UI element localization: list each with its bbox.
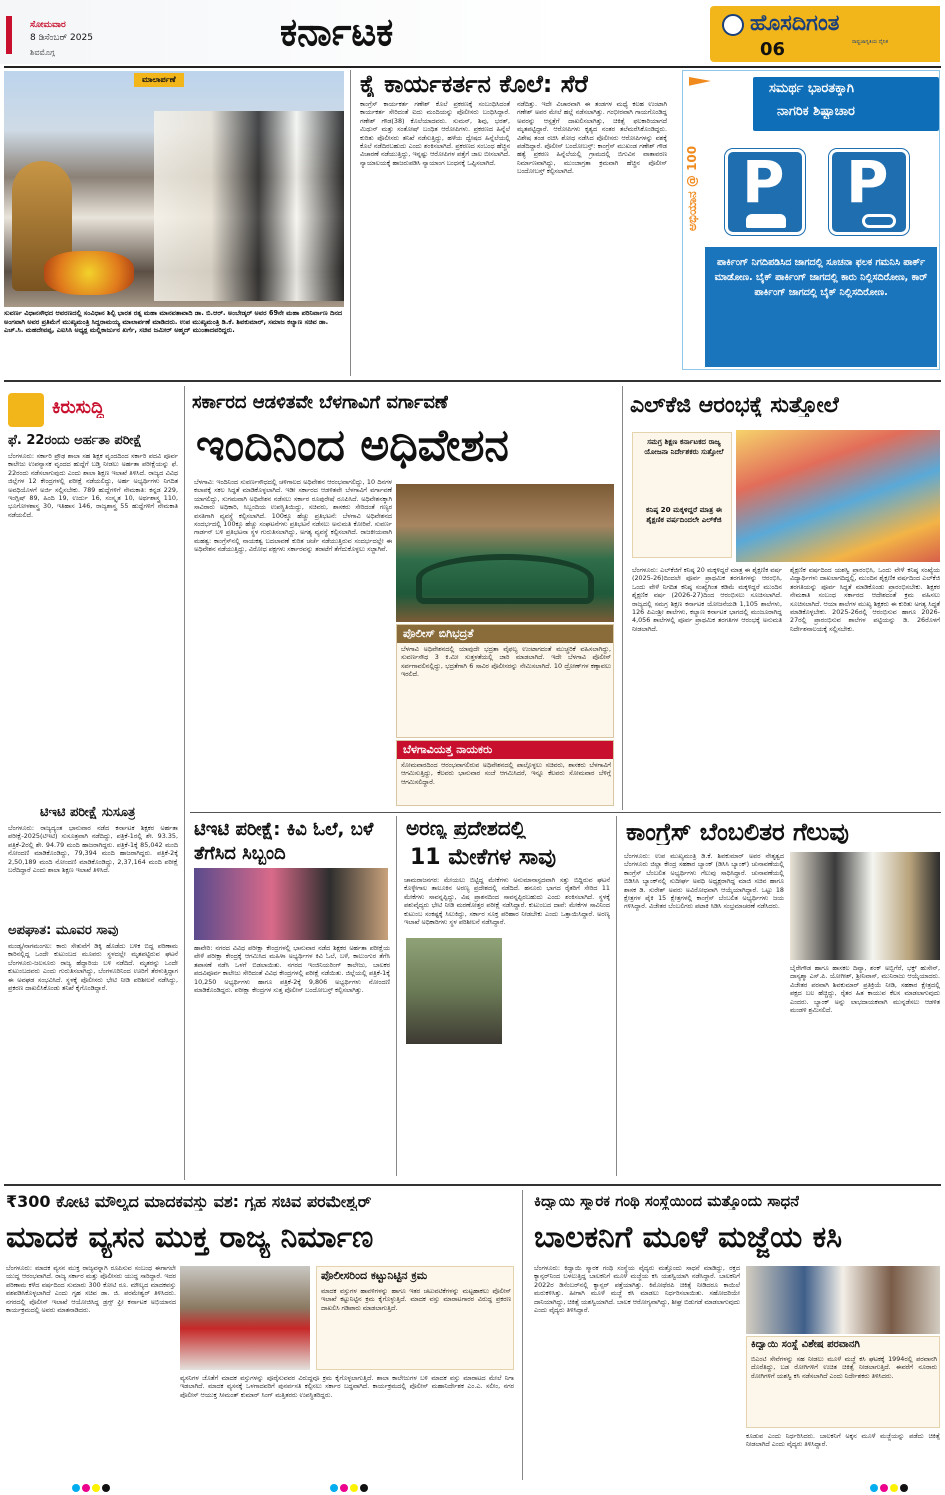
brand-tagline: ರಾಷ್ಟ್ರಜಾಗೃತಿಯ ದೈನಿಕ <box>852 39 888 45</box>
ad-side-text: ಅಭಿಯಾನ @ 100 <box>685 145 699 231</box>
leaders-box <box>396 740 614 806</box>
kidwai-headline: ಬಾಲಕನಿಗೆ ಮೂಳೆ ಮಜ್ಜೆಯ ಕಸಿ <box>534 1220 843 1255</box>
parking-ad <box>682 70 940 370</box>
kidwai-photo <box>746 1266 940 1334</box>
leaders-box-text: ಸೋಮವಾರದಿಂದ ಆರಂಭವಾಗಲಿರುವ ಅಧಿವೇಶನದಲ್ಲಿ ಪಾಲ್ಗೊಳ್ಳಲು ಸಚಿವರು, ಶಾಸಕರು ಬೆಳಗಾವಿಗೆ ಆಗಮಿಸುತ್ತಿದ್ದು, ಕೆಲವರು ಭಾನುವಾರ ಸಂಜೆ ಆಗಮಿಸಿದರೆ, ಇನ್ನೂ ಕೆಲವರು ಸೋಮವಾರ ಬೆಳಿಗ್ಗೆ ಆಗಮಿಸಲಿದ್ದಾರೆ. <box>401 761 611 786</box>
dignitaries-group <box>154 111 344 301</box>
ad-title-2: ನಾಗರಿಕ ಶಿಷ್ಟಾಚಾರ <box>777 104 855 119</box>
parking-car-sign <box>725 149 805 235</box>
tet-body: ಹಾವೇರಿ: ನಗರದ ವಿವಿಧ ಪರೀಕ್ಷಾ ಕೇಂದ್ರಗಳಲ್ಲಿ ಭಾನುವಾರ ನಡೆದ ಶಿಕ್ಷಕರ ಅರ್ಹತಾ ಪರೀಕ್ಷೆಯ ವೇಳೆ ಪರೀಕ್ಷಾ ಕೇಂದ್ರಕ್ಕೆ ಆಗಮಿಸಿದ ಮಹಿಳಾ ಅಭ್ಯರ್ಥಿಗಳ ಕಿವಿ ಓಲೆ, ಬಳೆ, ಕಾಲುಂಗುರ ತೆಗೆಸಿ ತಪಾಸಣೆ ನಡೆಸಿ ಒಳಗೆ ಬಿಡಲಾಯಿತು. ನಗರದ ಇಂಜಿನಿಯರಿಂಗ್ ಕಾಲೇಜು, ಬಾಲಕರ ಪದವಿಪೂರ್ವ ಕಾಲೇಜು ಸೇರಿದಂತೆ ವಿವಿಧ ಕೇಂದ್ರಗಳಲ್ಲಿ ಪರೀಕ್ಷೆ ನಡೆಯಿತು. ಜಿಲ್ಲೆಯಲ್ಲಿ ಪತ್ರಿಕೆ-1ಕ್ಕೆ 10,250 ಅಭ್ಯರ್ಥಿಗಳು ಹಾಗೂ ಪತ್ರಿಕೆ-2ಕ್ಕೆ 9,806 ಅಭ್ಯರ್ಥಿಗಳು ನೋಂದಣಿ ಮಾಡಿಕೊಂಡಿದ್ದರು. ಪರೀಕ್ಷಾ ಕೇಂದ್ರಗಳ ಸುತ್ತ ಪೊಲೀಸ್ ಬಂದೋಬಸ್ತ್ ಕಲ್ಪಿಸಲಾಗಿತ್ತು. <box>194 944 390 995</box>
goats-col1: ಚಾಮರಾಜನಗರ: ಮೇಯಲು ಬಿಟ್ಟಿದ್ದ ಮೇಕೆಗಳು ಅನುಮಾನಾಸ್ಪದವಾಗಿ ಸತ್ತು ಬಿದ್ದಿರುವ ಘಟನೆ ಕೊಳ್ಳೇಗಾಲ ತಾಲೂಕಿನ ಅರಣ್ಯ ಪ್ರದೇಶದಲ್ಲಿ ನಡೆದಿದೆ. ಹನೂರು ಭಾಗದ ರೈತರಿಗೆ ಸೇರಿದ 11 ಮೇಕೆಗಳು ಸಾವನ್ನಪ್ಪಿದ್ದು, ವಿಷ ಪ್ರಾಶನದಿಂದ ಸಾವನ್ನಪ್ಪಿರಬಹುದು ಎಂದು ಶಂಕಿಸಲಾಗಿದೆ. ಸ್ಥಳಕ್ಕೆ ಪಶುವೈದ್ಯರು ಭೇಟಿ ನೀಡಿ ಮರಣೋತ್ತರ ಪರೀಕ್ಷೆ ನಡೆಸಿದ್ದಾರೆ. ಕುಟುಂಬದ ದಾವೆ: ಮೇಕೆಗಳ ಸಾವಿನಿಂದ ಕುಟುಂಬ ಸಂಕಷ್ಟಕ್ಕೆ ಸಿಲುಕಿದ್ದು, ಸರ್ಕಾರ ಸೂಕ್ತ ಪರಿಹಾರ ನೀಡಬೇಕು ಎಂದು ಒತ್ತಾಯಿಸಿದ್ದಾರೆ. ಅರಣ್ಯ ಇಲಾಖೆ ಅಧಿಕಾರಿಗಳು ಸ್ಥಳ ಪರಿಶೀಲನೆ ನಡೆಸಿದ್ದಾರೆ. <box>404 876 610 927</box>
brand-logo-icon <box>722 14 744 36</box>
ad-body-box <box>705 247 937 367</box>
murder-col2: ನಡೆದಿತ್ತು. ಇದೇ ವಿಚಾರವಾಗಿ ಈ ತಂಡಗಳ ಮಧ್ಯೆ ಕಲಹ ಉಂಟಾಗಿ ಗಣೇಶ್ ಅವರ ಮೇಲೆ ಹಲ್ಲೆ ನಡೆಸಲಾಗಿತ್ತು. ಗಂಭೀರವಾಗಿ ಗಾಯಗೊಂಡಿದ್ದ ಅವರನ್ನು ಆಸ್ಪತ್ರೆಗೆ ದಾಖಲಿಸಲಾಗಿತ್ತು, ಚಿಕಿತ್ಸೆ ಫಲಕಾರಿಯಾಗದೆ ಮೃತಪಟ್ಟಿದ್ದಾರೆ. ಆರೋಪಿಗಳು ಕೃತ್ಯದ ನಂತರ ತಲೆಮರೆಸಿಕೊಂಡಿದ್ದರು. ವಿಶೇಷ ತಂಡ ರಚಿಸಿ ಶೋಧ ನಡೆಸಿದ ಪೊಲೀಸರು ಆರೋಪಿಗಳನ್ನು ವಶಕ್ಕೆ ಪಡೆದಿದ್ದಾರೆ. ಪೊಲೀಸ್ ಬಂದೋಬಸ್ತ್: ಕಾಂಗ್ರೆಸ್ ಮುಖಂಡ ಗಣೇಶ್ ಗೌಡ ಹತ್ಯೆ ಪ್ರಕರಣ ಹಿನ್ನೆಲೆಯಲ್ಲಿ ಗ್ರಾಮದಲ್ಲಿ ಬಿಗುವಿನ ವಾತಾವರಣ ನಿರ್ಮಾಣವಾಗಿದ್ದು, ಮುಂಜಾಗ್ರತಾ ಕ್ರಮವಾಗಿ ಹೆಚ್ಚಿನ ಪೊಲೀಸ್ ಬಂದೋಬಸ್ತ್ ಕಲ್ಪಿಸಲಾಗಿದೆ. <box>517 100 667 176</box>
congress-col2: ಬೈರೇಗೌಡ ಹಾಗೂ ಹಾಸಕಲ ದಿವ್ಯಾ, ಶಂಕ್ ಅಬ್ಬಿಗೆರೆ, ಭಕ್ತ್ ಹುಸೇನ್, ದಾಸ್ಯಶ್ಮಾ ಎಸ್.ಪಿ. ಯೋಗೀಶ್, ಶ್ರೀನಿವಾಸ್, ಮುನಿರಾಜು ಆಯ್ಕೆಯಾದರು. ವಿಜೇತರ ಪರವಾಗಿ ಶಿವಕುಮಾರ್ ಪ್ರತಿಕ್ರಿಯೆ ನೀಡಿ, ಸಹಕಾರ ಕ್ಷೇತ್ರದಲ್ಲಿ ಪಕ್ಷದ ಬಲ ಹೆಚ್ಚಿದ್ದು, ರೈತರ ಹಿತ ಕಾಯುವ ಕೆಲಸ ಮಾಡಲಾಗುವುದು ಎಂದರು. ಬ್ಯಾಂಕ್ ಅನ್ನು ಲಾಭದಾಯಕವಾಗಿ ಮುನ್ನಡೆಸಲು ಆಡಳಿತ ಮಂಡಳಿ ಶ್ರಮಿಸಲಿದೆ. <box>790 964 940 1015</box>
date: 8 ಡಿಸೆಂಬರ್ 2025 <box>30 33 93 43</box>
bike-icon <box>862 214 896 228</box>
car-icon <box>746 214 786 228</box>
kiru-t3: ಮಂಡ್ಯ/ನಾಗಮಂಗಲ: ಕಾರು ಸೇತುವೆಗೆ ಡಿಕ್ಕಿ ಹೊಡೆದು ಬಳಿಕ ಬಿದ್ದ ಪರಿಣಾಮ ಕಾರಿನಲ್ಲಿದ್ದ ಒಂದೇ ಕುಟುಂಬದ ಮೂವರು ಸ್ಥಳದಲ್ಲೇ ಮೃತಪಟ್ಟಿರುವ ಘಟನೆ ಬೆಂಗಳೂರು-ಜಲಸೂರು ರಾಜ್ಯ ಹೆದ್ದಾರಿಯ ಬಳಿ ನಡೆದಿದೆ. ಮೃತರನ್ನು ಒಂದೇ ಕುಟುಂಬದವರು ಎಂದು ಗುರುತಿಸಲಾಗಿದ್ದು, ಬೆಂಗಳೂರಿನಿಂದ ಊರಿಗೆ ತೆರಳುತ್ತಿದ್ದಾಗ ಈ ಅವಘಡ ಸಂಭವಿಸಿದೆ. ಸ್ಥಳಕ್ಕೆ ಪೊಲೀಸರು ಭೇಟಿ ನೀಡಿ ಪರಿಶೀಲನೆ ನಡೆಸಿದ್ದು, ಪ್ರಕರಣ ದಾಖಲಿಸಿಕೊಂಡು ತನಿಖೆ ಕೈಗೊಂಡಿದ್ದಾರೆ. <box>8 942 178 993</box>
goats-headline-2: 11 ಮೇಕೆಗಳ ಸಾವು <box>410 846 557 870</box>
police-box <box>396 624 614 738</box>
drugs-box <box>316 1266 514 1370</box>
lkg-bullet-1: ಸಮಗ್ರ ಶಿಕ್ಷಣ ಕರ್ನಾಟಕದ ರಾಜ್ಯ ಯೋಜನಾ ನಿರ್ದೇಶಕರು ಸುತ್ತೋಲೆ <box>644 437 724 456</box>
goats-headline-1: ಅರಣ್ಯ ಪ್ರದೇಶದಲ್ಲಿ <box>406 818 526 839</box>
drugs-photo <box>180 1266 310 1370</box>
lkg-bullets-box <box>632 432 732 558</box>
congress-photo <box>790 852 940 960</box>
murder-headline: ಕೈ ಕಾರ್ಯಕರ್ತನ ಕೊಲೆ: ಸೆರೆ <box>360 72 589 98</box>
parking-bike-sign <box>829 149 909 235</box>
police-box-title: ಪೊಲೀಸ್ ಬಿಗಿಭದ್ರತೆ <box>397 625 614 643</box>
police-box-text: ಬೆಳಗಾವಿ ಅಧಿವೇಶನದಲ್ಲಿ ಯಾವುದೇ ಭದ್ರತಾ ವೈಫಲ್ಯ ಉಂಟಾಗದಂತೆ ಮುಚ್ಚರಿಕೆ ವಹಿಸಲಾಗಿದ್ದು, ಸುವರ್ಣಸೌಧ 3 ಕಿ.ಮೀ ಸುತ್ತಳತೆಯಲ್ಲಿ ಜಾರಿ ಮಾಡಲಾಗಿದೆ. ಇದೇ ಬೆಳಗಾವಿ ಪೊಲೀಸ್ ಸರ್ಪಗಾವಲಿನಲ್ಲಿದ್ದು, ಭದ್ರತೆಗಾಗಿ 6 ಸಾವಿರ ಪೊಲೀಸರನ್ನು ನೇಮಿಸಲಾಗಿದೆ. 10 ದ್ರೋಣ್‌ಗಳ ಕಣ್ಗಾವಲು ಇರಲಿದೆ. <box>401 645 611 679</box>
kiru-h2: ಟಿಇಟಿ ಪರೀಕ್ಷೆ ಸುಸೂತ್ರ <box>40 806 136 820</box>
kiru-h3: ಅಪಘಾತ: ಮೂವರ ಸಾವು <box>8 924 119 938</box>
kidwai-tail: ಕೂಡುವ ಎಂದು ನಿರ್ಧರಿಸಿದರು. ಬಾಲಕನಿಗೆ ಅಕ್ಕನ ಮೂಳೆ ಮಜ್ಜೆಯನ್ನು ಪಡೆದು ಚಿಕಿತ್ಸೆ ನೀಡಲಾಗಿದೆ ಎಂದು ವೈದ್ಯರು ತಿಳಿಸಿದ್ದಾರೆ. <box>746 1432 940 1449</box>
kirusuddi-label: ಕಿರುಸುದ್ದಿ <box>52 397 105 418</box>
ad-body: ಪಾರ್ಕಿಂಗ್ ನಿಗದಿಪಡಿಸಿದ ಜಾಗದಲ್ಲಿ ಸೂಚನಾ ಫಲಕ ಗಮನಿಸಿ ಪಾರ್ಕ್ ಮಾಡೋಣ. ಬೈಕ್ ಪಾರ್ಕಿಂಗ್ ಜಾಗದಲ್ಲಿ ಕಾರು ನಿಲ್ಲಿಸದಿರೋಣ, ಕಾರ್ ಪಾರ್ಕಿಂಗ್ ಜಾಗದಲ್ಲಿ ಬೈಕ್ ನಿಲ್ಲಿಸದಿರೋಣ. <box>714 257 928 298</box>
murder-col1: ಕಾಂಗ್ರೆಸ್ ಕಾರ್ಯಕರ್ತ ಗಣೇಶ್ ಕೊಲೆ ಪ್ರಕರಣಕ್ಕೆ ಸಂಬಂಧಿಸಿದಂತೆ ಕಾರ್ಯಕರ್ತ ಸೇರಿದಂತೆ ಐದು ಮಂದಿಯನ್ನು ಪೊಲೀಸರು ಬಂಧಿಸಿದ್ದಾರೆ. ಗಣೇಶ್ ಗೌಡ(38) ಕೊಲೆಯಾದವರು. ಸುಮನ್, ಶಿವು, ಭರತ್, ಮಿಥುನ್ ಮತ್ತು ಸಂತೋಷ್ ಬಂಧಿತ ಆರೋಪಿಗಳು. ಪ್ರಕರಣದ ಹಿನ್ನೆಲೆ ಕುರಿತು ಪೊಲೀಸರು ತನಿಖೆ ನಡೆಸುತ್ತಿದ್ದು, ಹಳೆಯ ದ್ವೇಷದ ಹಿನ್ನೆಲೆಯಲ್ಲಿ ಕೊಲೆ ನಡೆದಿರಬಹುದು ಎಂದು ಶಂಕಿಸಲಾಗಿದೆ. ಪ್ರಕರಣದ ಸಂಬಂಧ ಹೆಚ್ಚಿನ ವಿಚಾರಣೆ ನಡೆಯುತ್ತಿದ್ದು, ಇನ್ನಷ್ಟು ಆರೋಪಿಗಳ ಪತ್ತೆಗೆ ಜಾಲ ಬೀಸಲಾಗಿದೆ. ನ್ಯಾಯಾಲಯಕ್ಕೆ ಹಾಜರುಪಡಿಸಿ ನ್ಯಾಯಾಂಗ ಬಂಧನಕ್ಕೆ ಒಪ್ಪಿಸಲಾಗಿದೆ. <box>360 100 510 167</box>
top-photo-caption: ಸುವರ್ಣ ವಿಧಾನಸೌಧದ ಆವರಣದಲ್ಲಿ ಸಂವಿಧಾನ ಶಿಲ್ಪಿ ಭಾರತ ರತ್ನ ಮಹಾ ಮಾನವತಾವಾದಿ ಡಾ. ಬಿ.ಆರ್. ಅಂಬೇಡ್ಕರ್ ಅವರ 69ನೇ ಮಹಾ ಪರಿನಿರ್ವಾಣ ದಿನದ ಅಂಗವಾಗಿ ಅವರ ಪ್ರತಿಮೆಗೆ ಮುಖ್ಯಮಂತ್ರಿ ಸಿದ್ದರಾಮಯ್ಯ ಮಾಲಾರ್ಪಣೆ ಮಾಡಿದರು. ಉಪ ಮುಖ್ಯಮಂತ್ರಿ ಡಿ.ಕೆ. ಶಿವಕುಮಾರ್, ಸಮಾಜ ಕಲ್ಯಾಣ ಸಚಿವ ಡಾ. ಎಚ್.ಸಿ. ಮಹದೇವಪ್ಪ, ಎಐಸಿಸಿ ಅಧ್ಯಕ್ಷ ಮಲ್ಲಿಕಾರ್ಜುನ ಖರ್ಗೆ, ಸಚಿವ ಜಮೀರ್ ಅಹ್ಮದ್ ಮುಂತಾದವರಿದ್ದರು. <box>4 309 343 335</box>
kidwai-col1: ಬೆಂಗಳೂರು: ಕಿದ್ವಾಯಿ ಸ್ಮಾರಕ ಗಂಥಿ ಸಂಸ್ಥೆಯ ವೈದ್ಯರು ಮತ್ತೊಂದು ಸಾಧನೆ ಮಾಡಿದ್ದು, ರಕ್ತದ ಕ್ಯಾನ್ಸರ್‌ನಿಂದ ಬಳಲುತ್ತಿದ್ದ ಬಾಲಕನಿಗೆ ಮೂಳೆ ಮಜ್ಜೆಯ ಕಸಿ ಯಶಸ್ವಿಯಾಗಿ ನಡೆಸಿದ್ದಾರೆ. ಬಾಲಕನಿಗೆ 2022ರ ಡಿಸೆಂಬರ್‌ನಲ್ಲಿ ಕ್ಯಾನ್ಸರ್ ಪತ್ತೆಯಾಗಿತ್ತು. ಕಿಮೋಥೆರಪಿ ಚಿಕಿತ್ಸೆ ನೀಡಿದರೂ ಕಾಯಿಲೆ ಮರುಕಳಿಸಿತ್ತು. ಹೀಗಾಗಿ ಮೂಳೆ ಮಜ್ಜೆ ಕಸಿ ಮಾಡಲು ನಿರ್ಧರಿಸಲಾಯಿತು. ಸಹೋದರಿಯೇ ದಾನಿಯಾಗಿದ್ದು, ಚಿಕಿತ್ಸೆ ಯಶಸ್ವಿಯಾಗಿದೆ. ಬಾಲಕ ಆರೋಗ್ಯವಾಗಿದ್ದು, ಶೀಘ್ರ ಬಿಡುಗಡೆ ಮಾಡಲಾಗುವುದು ಎಂದು ವೈದ್ಯರು ತಿಳಿಸಿದ್ದಾರೆ. <box>534 1264 740 1315</box>
flower-garland <box>44 251 134 295</box>
brand-name: ಹೊಸದಿಗಂತ <box>750 11 840 36</box>
lkg-col2: ಶೈಕ್ಷಣಿಕ ವರ್ಷದಿಂದ ಯಶಸ್ವಿ ಪ್ರಾರಂಭಿಸಿ, ಒಂದು ವೇಳೆ ಕನಿಷ್ಠ ಸಂಖ್ಯೆಯ ವಿದ್ಯಾರ್ಥಿಗಳು ದಾಖಲಾಗದಿದ್ದಲ್ಲಿ, ಮುಂದಿನ ಶೈಕ್ಷಣಿಕ ವರ್ಷದಿಂದ ಎಲ್‌ಕೆಜಿ ತರಗತಿಯನ್ನು ಪೂರ್ವ ಸಿದ್ಧತೆ ಮಾಡಿಕೊಂಡು ಪ್ರಾರಂಭಿಸಬೇಕು. ಶಿಕ್ಷಕರ ನೇಮಕಾತಿ ಸಂಬಂಧ ಸರ್ಕಾರದ ಆದೇಶದಂತೆ ಕ್ರಮ ವಹಿಸಲು ಸೂಚಿಸಲಾಗಿದೆ. ಆಯಾ ಶಾಲೆಗಳ ಮುಖ್ಯ ಶಿಕ್ಷಕರು ಈ ಕುರಿತು ಅಗತ್ಯ ಸಿದ್ಧತೆ ಮಾಡಿಕೊಳ್ಳಬೇಕು. 2025-26ರಲ್ಲಿ ಆರಂಭಿಸುವ ಹಾಗೂ 2026-27ರಲ್ಲಿ ಪ್ರಾರಂಭಿಸುವ ಶಾಲೆಗಳ ಪಟ್ಟಿಯನ್ನು ಡಿ. 26ರೊಳಗೆ ನಿರ್ದೇಶನಾಲಯಕ್ಕೆ ಸಲ್ಲಿಸಬೇಕು. <box>790 566 940 633</box>
photo-label: ಮಾಲಾರ್ಪಣೆ <box>134 73 184 87</box>
top-photo <box>4 71 344 307</box>
assembly-photo <box>396 484 614 622</box>
parking-p-letter-2: P <box>846 150 889 214</box>
lkg-headline: ಎಲ್‌ಕೆಜಿ ಆರಂಭಕ್ಕೆ ಸುತ್ತೋಲೆ <box>630 394 839 418</box>
place: ಶಿವಮೊಗ್ಗ <box>30 48 55 57</box>
drugs-kicker: ₹300 ಕೋಟಿ ಮೌಲ್ಯದ ಮಾದಕವಸ್ತು ವಶ: ಗೃಹ ಸಚಿವ ಪರಮೇಶ್ವರ್ <box>6 1194 372 1211</box>
lkg-bullet-2: ಕನಿಷ್ಠ 20 ಮಕ್ಕಳಿದ್ದರೆ ಮಾತ್ರ ಈ ಶೈಕ್ಷಣಿಕ ವರ್ಷದಿಂದಲೇ ಎಲ್‌ಕೆಜಿ <box>646 505 722 524</box>
kiru-t2: ಬೆಂಗಳೂರು: ರಾಜ್ಯದ್ಯಂತ ಭಾನುವಾರ ನಡೆದ ಕರ್ನಾಟಕ ಶಿಕ್ಷಕರ ಅರ್ಹತಾ ಪರೀಕ್ಷೆ-2025(ಟಿಇಟಿ) ಸುಸೂತ್ರವಾಗಿ ನಡೆದಿದ್ದು, ಪತ್ರಿಕೆ-1ರಲ್ಲಿ ಶೇ. 93.35, ಪತ್ರಿಕೆ-2ರಲ್ಲಿ ಶೇ. 94.79 ಮಂದಿ ಹಾಜರಾಗಿದ್ದರು. ಪತ್ರಿಕೆ-1ಕ್ಕೆ 85,042 ಮಂದಿ ನೋಂದಣಿ ಮಾಡಿಕೊಂಡಿದ್ದು, 79,394 ಮಂದಿ ಹಾಜರಾಗಿದ್ದರು. ಪತ್ರಿಕೆ-2ಕ್ಕೆ 2,50,189 ಮಂದಿ ನೋಂದಣಿ ಮಾಡಿಕೊಂಡಿದ್ದು, 2,37,164 ಮಂದಿ ಪರೀಕ್ಷೆ ಬರೆದಿದ್ದಾರೆ ಎಂದು ಶಾಲಾ ಶಿಕ್ಷಣ ಇಲಾಖೆ ತಿಳಿಸಿದೆ. <box>8 824 178 875</box>
masthead <box>0 0 945 64</box>
leaders-box-title: ಬೆಳಗಾವಿಯತ್ತ ನಾಯಕರು <box>397 741 614 759</box>
session-kicker: ಸರ್ಕಾರದ ಆಡಳಿತವೇ ಬೆಳಗಾವಿಗೆ ವರ್ಗಾವಣೆ <box>192 394 449 413</box>
lkg-col1: ಬೆಂಗಳೂರು: ಎಲ್‌ಕೆಜಿಗೆ ಕನಿಷ್ಠ 20 ಮಕ್ಕಳಿದ್ದರೆ ಮಾತ್ರ ಈ ಶೈಕ್ಷಣಿಕ ವರ್ಷ (2025-26)ದಿಂದಲೇ ಪೂರ್ವ ಪ್ರಾಥಮಿಕ ತರಗತಿಗಳನ್ನು ಆರಂಭಿಸಿ, ಒಂದು ವೇಳೆ ನಿಗದಿತ ಕನಿಷ್ಠ ಸಂಖ್ಯೆಗಿಂತ ಕಡಿಮೆ ಮಕ್ಕಳಿದ್ದರೆ ಮುಂದಿನ ಶೈಕ್ಷಣಿಕ ವರ್ಷ (2026-27)ದಿಂದ ಆರಂಭಿಸಲು ಸೂಚಿಸಲಾಗಿದೆ. ರಾಜ್ಯದಲ್ಲಿ ಸಮಗ್ರ ಶಿಕ್ಷಣ ಕರ್ನಾಟಕ ಯೋಜನೆಯಡಿ 1,105 ಶಾಲೆಗಳು, 126 ಪಿಎಂಶ್ರೀ ಶಾಲೆಗಳು, ಕಲ್ಯಾಣ ಕರ್ನಾಟಕ ಭಾಗದಲ್ಲಿ ಮಂಜೂರಾಗಿದ್ದ 4,056 ಶಾಲೆಗಳಲ್ಲಿ ಪೂರ್ವ ಪ್ರಾಥಮಿಕ ತರಗತಿಗಳ ಆರಂಭಕ್ಕೆ ಅನುಮತಿ ನೀಡಲಾಗಿದೆ. <box>632 566 782 633</box>
session-col1: ಬೆಳಗಾವಿ: ಇಂದಿನಿಂದ ಸುವರ್ಣಸೌಧದಲ್ಲಿ ಚಳಿಗಾಲದ ಅಧಿವೇಶನ ಆರಂಭವಾಗಲಿದ್ದು, 10 ದಿನಗಳ ಕಲಾಪಕ್ಕೆ ಸಕಲ ಸಿದ್ಧತೆ ಮಾಡಿಕೊಳ್ಳಲಾಗಿದೆ. ಇಡೀ ಸರ್ಕಾರದ ಆಡಳಿತವೇ ಬೆಳಗಾವಿಗೆ ವರ್ಗಾವಣೆ ಯಾಗಲಿದ್ದು, ಸುಗಮವಾಗಿ ಅಧಿವೇಶನ ನಡೆಸಲು ಸರ್ಕಾರ ರೂಪುರೇಷೆ ರೂಪಿಸಿದೆ. ಅಧಿವೇಶನಕ್ಕಾಗಿ ಸಾವಿರಾರು ಅಧಿಕಾರಿ, ಸಿಬ್ಬಂದಿಯ ಉಪಸ್ಥಿತಿಯಿದ್ದು, ಸಚಿವರು, ಶಾಸಕರು ಸೇರಿದಂತೆ ಗಣ್ಯರ ವಸತಿಗಾಗಿ ವ್ಯವಸ್ಥೆ ಕಲ್ಪಿಸಲಾಗಿದೆ. 100ಕ್ಕೂ ಹೆಚ್ಚು ಪ್ರತಿಭಟನೆ: ಬೆಳಗಾವಿ ಅಧಿವೇಶನದ ಸಂದರ್ಭದಲ್ಲಿ 100ಕ್ಕೂ ಹೆಚ್ಚು ಸಂಘಟನೆಗಳು ಪ್ರತಿಭಟನೆ ನಡೆಸಲು ಅನುಮತಿ ಕೋರಿವೆ. ಸುವರ್ಣ ಗಾರ್ಡನ್ ಬಳಿ ಪ್ರತಿಭಟನಾ ಸ್ಥಳ ಗುರುತಿಸಲಾಗಿದ್ದು, ಅಗತ್ಯ ವ್ಯವಸ್ಥೆ ಕಲ್ಪಿಸಲಾಗಿದೆ. ರಾಜಕೀಯವಾಗಿ ಮಹತ್ವ: ಕಾಂಗ್ರೆಸ್‌ನಲ್ಲಿ ನಾಯಕತ್ವ ಬದಲಾವಣೆ ಕುರಿತ ಚರ್ಚೆ ನಡೆಯುತ್ತಿರುವ ಸಂದರ್ಭದಲ್ಲೇ ಈ ಅಧಿವೇಶನ ನಡೆಯುತ್ತಿದ್ದು, ವಿರೋಧ ಪಕ್ಷಗಳು ಸರ್ಕಾರವನ್ನು ತರಾಟೆಗೆ ತೆಗೆದುಕೊಳ್ಳಲು ಸಜ್ಜಾಗಿವೆ. <box>194 478 392 554</box>
drugs-headline: ಮಾದಕ ವ್ಯಸನ ಮುಕ್ತ ರಾಜ್ಯ ನಿರ್ಮಾಣ <box>6 1220 374 1255</box>
registration-marks-left <box>72 1484 112 1492</box>
registration-marks-mid <box>330 1484 370 1492</box>
page-number: 06 <box>760 39 786 60</box>
brand-box <box>710 6 940 62</box>
drugs-col1: ಬೆಂಗಳೂರು: ಮಾದಕ ವ್ಯಸನ ಮುಕ್ತ ರಾಜ್ಯವನ್ನಾಗಿ ರೂಪಿಸುವ ಸಂಬಂಧ ಈಗಾಗಲೇ ಯುದ್ಧ ಆರಂಭವಾಗಿದೆ. ರಾಜ್ಯ ಸರ್ಕಾರ ಮತ್ತು ಪೊಲೀಸರು ಯುದ್ಧ ಸಾರಿದ್ದಾರೆ. ಇದರ ಪರಿಣಾಮ ಕಳೆದ ವರ್ಷದಿಂದ ಸುಮಾರು 300 ಕೋಟಿ ರೂ. ಮೌಲ್ಯದ ಮಾದಕವಸ್ತು ವಶಪಡಿಸಿಕೊಳ್ಳಲಾಗಿದೆ ಎಂದು ಗೃಹ ಸಚಿವ ಡಾ. ಜಿ. ಪರಮೇಶ್ವರ್ ತಿಳಿಸಿದರು. ನಗರದಲ್ಲಿ ಪೊಲೀಸ್ ಇಲಾಖೆ ಆಯೋಜಿಸಿದ್ದ ಡ್ರಗ್ಸ್ ಫ್ರೀ ಕರ್ನಾಟಕ ಅಭಿಯಾನದ ಕಾರ್ಯಕ್ರಮದಲ್ಲಿ ಅವರು ಮಾತನಾಡಿದರು. <box>6 1264 176 1315</box>
finger-icon <box>8 393 44 427</box>
tet-headline: ಟಿಇಟಿ ಪರೀಕ್ಷೆ: ಕಿವಿ ಓಲೆ, ಬಳೆ ತೆಗೆಸಿದ ಸಿಬ್ಬಂದಿ <box>194 819 374 864</box>
section-title: ಕರ್ನಾಟಕ <box>280 10 394 54</box>
kiru-t1: ಬೆಂಗಳೂರು: ಸರ್ಕಾರಿ ಪ್ರೌಢ ಶಾಲಾ ಸಹ ಶಿಕ್ಷಕ ವೃಂದದಿಂದ ಸರ್ಕಾರಿ ಪದವಿ ಪೂರ್ವ ಕಾಲೇಜು ಉಪನ್ಯಾಸಕ ವೃಂದದ ಹುದ್ದೆಗೆ ಬಡ್ತಿ ನೀಡಲು ಅರ್ಹತಾ ಪರೀಕ್ಷೆಯನ್ನು ಫೆ. 22ರಂದು ನಡೆಸಲಾಗುವುದು ಎಂದು ಶಾಲಾ ಶಿಕ್ಷಣ ಇಲಾಖೆ ತಿಳಿಸಿದೆ. ರಾಜ್ಯದ ವಿವಿಧ ಜಿಲ್ಲೆಗಳ 12 ಕೇಂದ್ರಗಳಲ್ಲಿ ಪರೀಕ್ಷೆ ನಡೆಯಲಿದ್ದು, ಅರ್ಹ ಅಭ್ಯರ್ಥಿಗಳು ನಿಗದಿತ ಅವಧಿಯೊಳಗೆ ಅರ್ಜಿ ಸಲ್ಲಿಸಬೇಕು. 789 ಹುದ್ದೆಗಳಿಗೆ ನೇಮಕಾತಿ: ಕನ್ನಡ 229, ಇಂಗ್ಲಿಷ್ 89, ಹಿಂದಿ 19, ಉರ್ದು 16, ಸಂಸ್ಕೃತ 10, ಅರ್ಥಶಾಸ್ತ್ರ 110, ಭೂಗೋಳಶಾಸ್ತ್ರ 30, ಇತಿಹಾಸ 146, ರಾಜ್ಯಶಾಸ್ತ್ರ 55 ಹುದ್ದೆಗಳಿಗೆ ನೇಮಕಾತಿ ನಡೆಯಲಿದೆ. <box>8 452 178 519</box>
congress-col1: ಬೆಂಗಳೂರು: ಉಪ ಮುಖ್ಯಮಂತ್ರಿ ಡಿ.ಕೆ. ಶಿವಕುಮಾರ್ ಅವರ ನೇತೃತ್ವದ ಬೆಂಗಳೂರು ಜಿಲ್ಲಾ ಕೇಂದ್ರ ಸಹಕಾರ ಬ್ಯಾಂಕ್ (ಡಿಸಿಸಿ ಬ್ಯಾಂಕ್) ಚುನಾವಣೆಯಲ್ಲಿ ಕಾಂಗ್ರೆಸ್ ಬೆಂಬಲಿತ ಅಭ್ಯರ್ಥಿಗಳು ಗೆಲುವು ಸಾಧಿಸಿದ್ದಾರೆ. ಚುನಾವಣೆಯಲ್ಲಿ ಬಿಡಿಸಿಸಿ ಬ್ಯಾಂಕ್‌ನಲ್ಲಿ ಸುದೀರ್ಘ ಅವಧಿ ಅಧ್ಯಕ್ಷರಾಗಿದ್ದ ಮಾಜಿ ಸಚಿವ ಹಾಗೂ ಶಾಸಕ ಡಿ. ಸುರೇಶ್ ಅವರು ಅವಿರೋಧವಾಗಿ ಆಯ್ಕೆಯಾಗಿದ್ದಾರೆ. ಒಟ್ಟು 18 ಕ್ಷೇತ್ರಗಳ ಪೈಕಿ 15 ಕ್ಷೇತ್ರಗಳಲ್ಲಿ ಕಾಂಗ್ರೆಸ್ ಬೆಂಬಲಿತ ಅಭ್ಯರ್ಥಿಗಳು ಜಯ ಗಳಿಸಿದ್ದಾರೆ. ವಿಜೇತರ ಬೆಂಬಲಿಗರು ಪಟಾಕಿ ಸಿಡಿಸಿ ಸಂಭ್ರಮಾಚರಣೆ ನಡೆಸಿದರು. <box>624 852 784 911</box>
ad-flag-icon <box>689 77 711 93</box>
lkg-classroom-photo <box>736 430 940 562</box>
kiru-h1: ಫೆ. 22ರಂದು ಅರ್ಹತಾ ಪರೀಕ್ಷೆ <box>8 434 142 448</box>
ad-title-1: ಸಮರ್ಥ ಭಾರತಕ್ಕಾಗಿ <box>769 81 854 96</box>
kirusuddi-logo <box>8 393 178 427</box>
assembly-seats <box>416 554 594 604</box>
kidwai-kicker: ಕಿದ್ವಾಯಿ ಸ್ಮಾರಕ ಗಂಥಿ ಸಂಸ್ಥೆಯಿಂದ ಮತ್ತೊಂದು ಸಾಧನೆ <box>534 1194 800 1210</box>
weekday: ಸೋಮವಾರ <box>30 20 66 30</box>
kidwai-box-text: ಬಿಎಂಟಿ ಸೇವೆಗಳನ್ನು ಸಹ ನೀಡಲು ಮೂಳೆ ಮಜ್ಜೆ ಕಸಿ ಘಟಕಕ್ಕೆ 1994ರಲ್ಲಿ ಪರವಾನಗಿ ದೊರೆತಿದ್ದು, ಬಡ ರೋಗಿಗಳಿಗೆ ಉಚಿತ ಚಿಕಿತ್ಸೆ ನೀಡಲಾಗುತ್ತಿದೆ. ಈವರೆಗೆ ನೂರಾರು ರೋಗಿಗಳಿಗೆ ಯಶಸ್ವಿ ಕಸಿ ನಡೆಸಲಾಗಿದೆ ಎಂದು ನಿರ್ದೇಶಕರು ತಿಳಿಸಿದರು. <box>751 1355 937 1380</box>
kidwai-box-title: ಕಿದ್ವಾಯಿ ಸಂಸ್ಥೆ ವಿಶೇಷ ಪರವಾನಗಿ <box>751 1339 860 1350</box>
drugs-col2: ವ್ಯಸನಿಗಳ ಜೊತೆಗೆ ಮಾದಕ ವಸ್ತುಗಳನ್ನು ಪೂರೈಸುವವರ ವಿರುದ್ಧವೂ ಕ್ರಮ ಕೈಗೊಳ್ಳಲಾಗುತ್ತಿದೆ. ಶಾಲಾ ಕಾಲೇಜುಗಳ ಬಳಿ ಮಾದಕ ವಸ್ತು ಮಾರಾಟದ ಮೇಲೆ ನಿಗಾ ಇಡಲಾಗಿದೆ. ಮಾದಕ ವ್ಯಸನಕ್ಕೆ ಒಳಗಾದವರಿಗೆ ಪುನರ್ವಸತಿ ಕಲ್ಪಿಸಲು ಸರ್ಕಾರ ಬದ್ಧವಾಗಿದೆ. ಕಾರ್ಯಕ್ರಮದಲ್ಲಿ ಪೊಲೀಸ್ ಮಹಾನಿರ್ದೇಶಕ ಎಂ.ಎ. ಸಲೀಂ, ನಗರ ಪೊಲೀಸ್ ಆಯುಕ್ತ ಸೀಮಂತ್ ಕುಮಾರ್ ಸಿಂಗ್ ಮತ್ತಿತರರು ಉಪಸ್ಥಿತರಿದ್ದರು. <box>180 1374 514 1399</box>
goats-photo <box>406 938 502 1044</box>
ad-title-box <box>753 77 939 131</box>
parking-p-letter: P <box>742 150 785 214</box>
left-accent-bar <box>6 16 12 54</box>
kidwai-box <box>746 1336 940 1428</box>
registration-marks-right <box>870 1484 910 1492</box>
session-headline: ಇಂದಿನಿಂದ ಅಧಿವೇಶನ <box>196 420 509 471</box>
drugs-box-title: ಪೊಲೀಸರಿಂದ ಕಟ್ಟುನಿಟ್ಟಿನ ಕ್ರಮ <box>321 1269 428 1282</box>
tet-photo <box>194 868 388 940</box>
drugs-box-text: ಮಾದಕ ವಸ್ತುಗಳ ಹಾವಳಿಗಳನ್ನು ಹಾಗೂ ಇತರ ಚಟುವಟಿಕೆಗಳನ್ನು ಮಟ್ಟಹಾಕಲು ಪೊಲೀಸ್ ಇಲಾಖೆ ಕಟ್ಟುನಿಟ್ಟಿನ ಕ್ರಮ ಕೈಗೊಳ್ಳುತ್ತಿದೆ. ಮಾದಕ ವಸ್ತು ಮಾರಾಟಗಾರರ ವಿರುದ್ಧ ಪ್ರಕರಣ ದಾಖಲಿಸಿ ಗಡಿಪಾರು ಮಾಡಲಾಗುತ್ತಿದೆ. <box>321 1287 511 1312</box>
congress-headline: ಕಾಂಗ್ರೆಸ್ ಬೆಂಬಲಿತರ ಗೆಲುವು <box>626 820 849 846</box>
